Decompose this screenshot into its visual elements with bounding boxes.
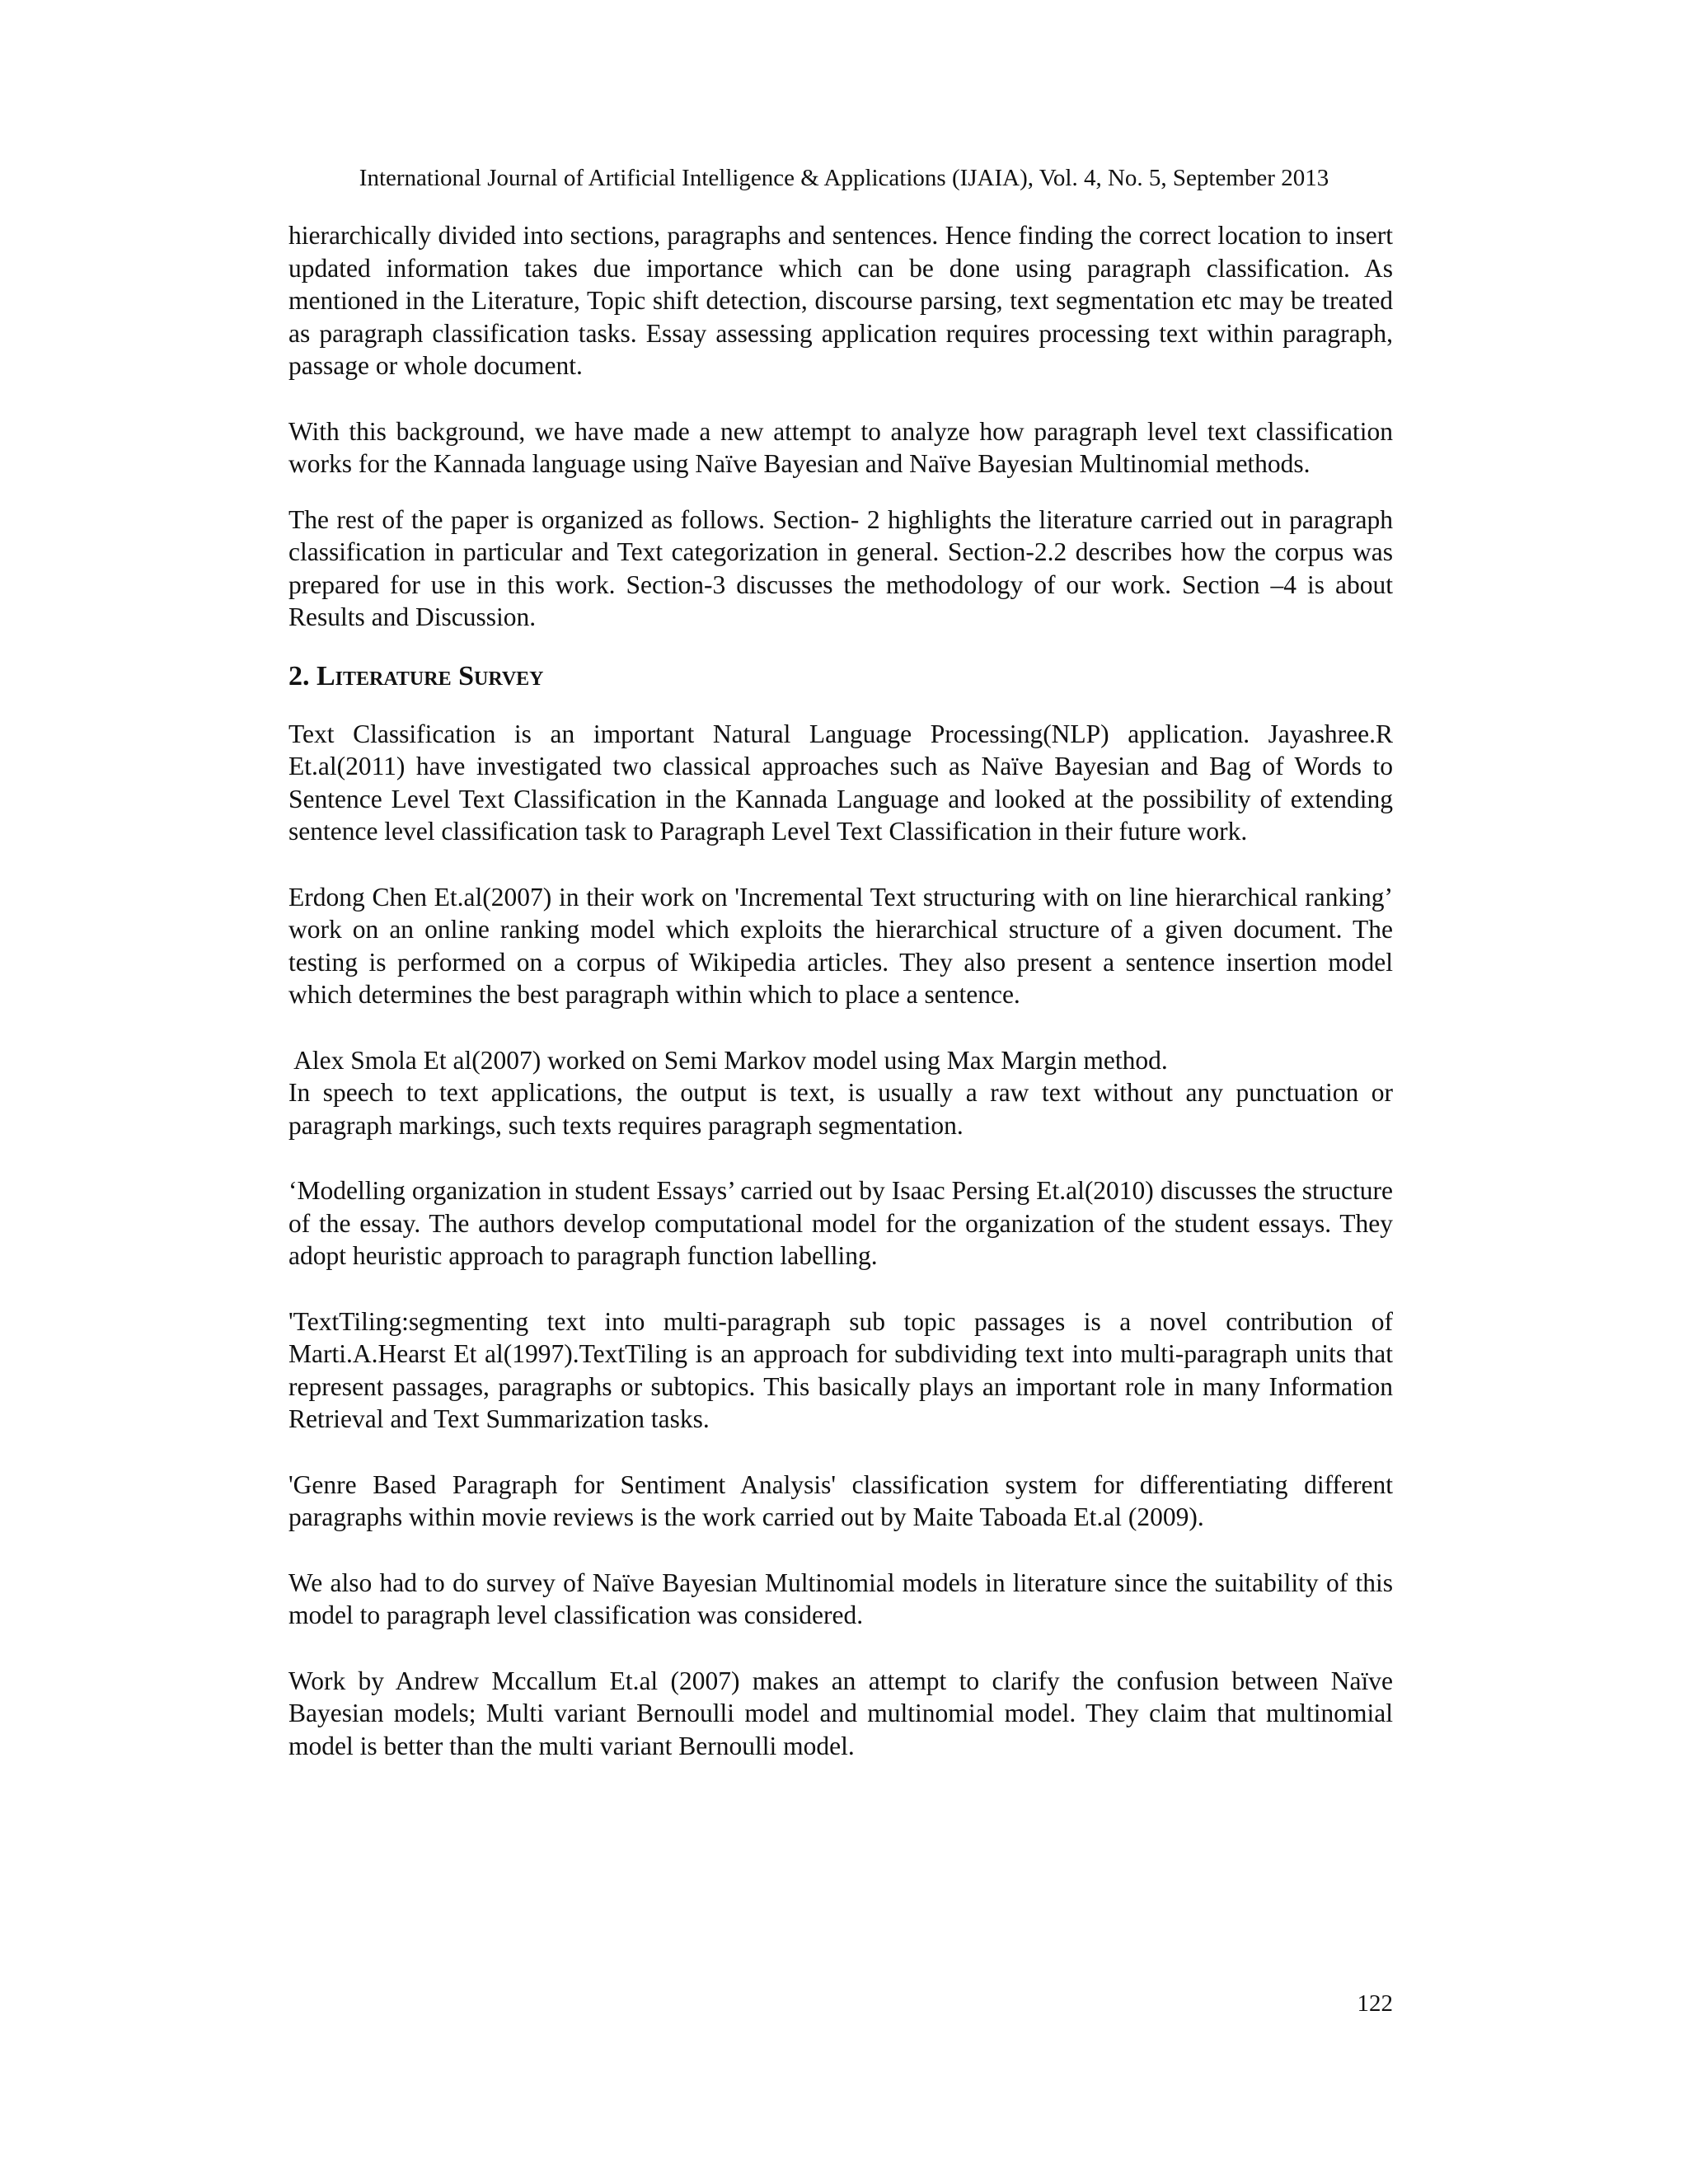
intro-paragraph-2: With this background, we have made a new attempt to analyze how paragraph level text classification works for the Kannada language using Naïve Bayesian and Naïve Bayesian Multinomial methods. [288,416,1393,478]
section-title: Literature Survey [316,660,544,691]
section-number: 2. [288,660,316,691]
survey-paragraph-4: In speech to text applications, the output is text, is usually a raw text without any punctuation or paragraph markings, such texts requires paragraph segmentation. [288,1078,1393,1140]
section-heading [288,658,1393,695]
running-header: International Journal of Artificial Intelligence & Applications (IJAIA), Vol. 4, No. 5, September 2013 [359,165,1329,191]
survey-paragraph-9: Work by Andrew Mccallum Et.al (2007) makes an attempt to clarify the confusion between Naïve Bayesian models; Multi variant Bernoulli model and multinomial model. They claim that multinomial model is better than the multi variant Bernoulli model. [288,1666,1393,1760]
survey-paragraph-2: Erdong Chen Et.al(2007) in their work on 'Incremental Text structuring with on line hierarchical ranking’ work on an online ranking model which exploits the hierarchical structure of a given document. The testing is performed on a corpus of Wikipedia articles. They also present a sentence insertion model which determines the best paragraph within which to place a sentence. [288,882,1393,1009]
page-body [288,219,1393,1762]
intro-paragraph-1: hierarchically divided into sections, paragraphs and sentences. Hence finding the correct location to insert updated information takes due importance which can be done using paragraph classification. As mentioned in the Literature, Topic shift detection, discourse parsing, text segmentation etc may be treated as paragraph classification tasks. Essay assessing application requires processing text within paragraph, passage or whole document. [288,221,1393,380]
survey-paragraph-6: 'TextTiling:segmenting text into multi-paragraph sub topic passages is a novel contribution of Marti.A.Hearst Et al(1997).TextTiling is an approach for subdividing text into multi-paragraph units that represent passages, paragraphs or subtopics. This basically plays an important role in many Information Retrieval and Text Summarization tasks. [288,1306,1393,1433]
page-number: 122 [1357,1990,1393,2017]
survey-paragraph-3: Alex Smola Et al(2007) worked on Semi Markov model using Max Margin method. [288,1045,1168,1075]
intro-paragraph-3: The rest of the paper is organized as follows. Section- 2 highlights the literature carried out in paragraph classification in particular and Text categorization in general. Section-2.2 describes how the corpus was prepared for use in this work. Section-3 discusses the methodology of our work. Section –4 is about Results and Discussion. [288,504,1393,631]
survey-paragraph-5: ‘Modelling organization in student Essays’ carried out by Isaac Persing Et.al(2010) discusses the structure of the essay. The authors develop computational model for the organization of the student essays. They adopt heuristic approach to paragraph function labelling. [288,1176,1393,1270]
survey-paragraph-7: 'Genre Based Paragraph for Sentiment Analysis' classification system for differentiating different paragraphs within movie reviews is the work carried out by Maite Taboada Et.al (2009). [288,1469,1393,1531]
survey-paragraph-8: We also had to do survey of Naïve Bayesian Multinomial models in literature since the suitability of this model to paragraph level classification was considered. [288,1568,1393,1629]
survey-paragraph-1: Text Classification is an important Natural Language Processing(NLP) application. Jayashree.R Et.al(2011) have investigated two classical approaches such as Naïve Bayesian and Bag of Words to Sentence Level Text Classification in the Kannada Language and looked at the possibility of extending sentence level classification task to Paragraph Level Text Classification in their future work. [288,719,1393,846]
